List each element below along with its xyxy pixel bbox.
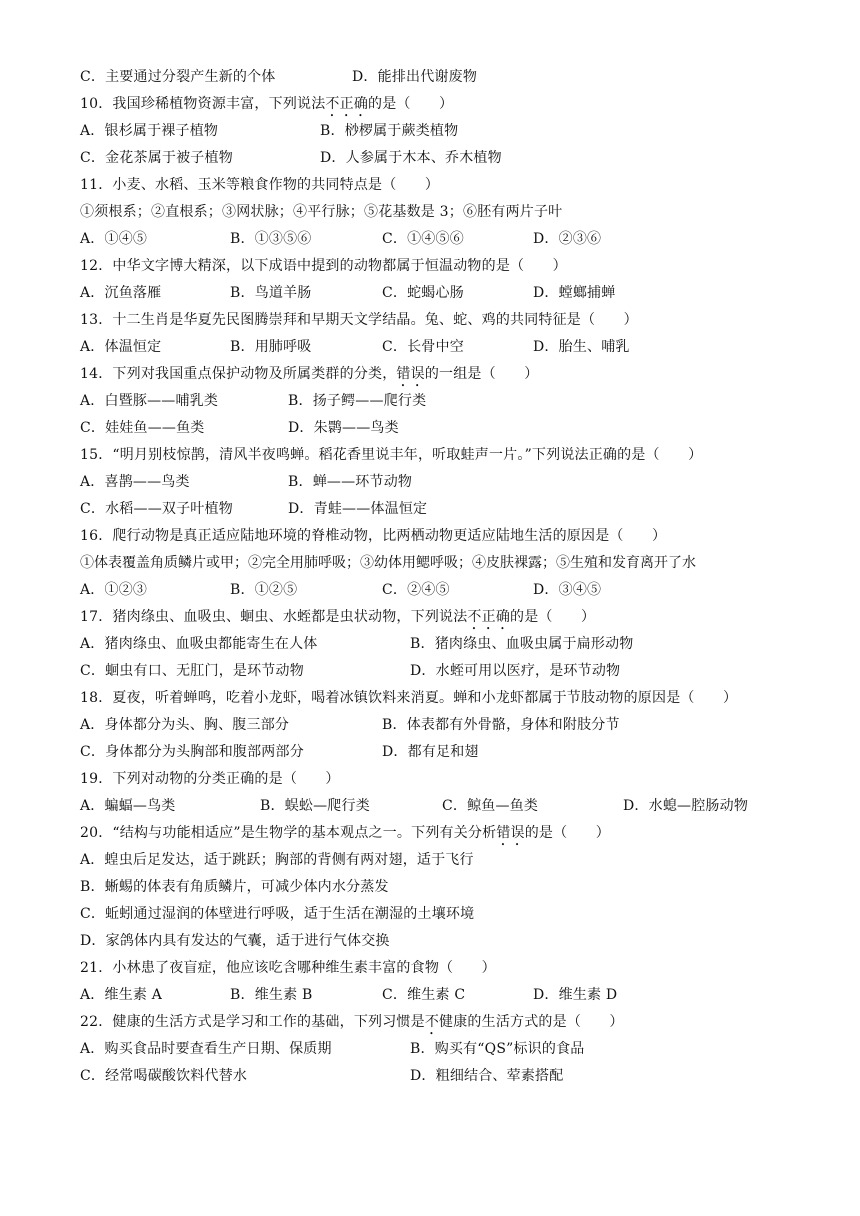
q10-stem: 10．我国珍稀植物资源丰富，下列说法不正确的是（ ） <box>80 96 454 112</box>
emphasis-text: 错误 <box>396 366 425 382</box>
q17-options-cd <box>80 658 820 685</box>
q19-options <box>80 793 820 820</box>
q13-option-b: B．用肺呼吸 <box>230 339 312 355</box>
emphasis-text: 不 <box>424 1014 440 1030</box>
q16-stem: 16．爬行动物是真正适应陆地环境的脊椎动物，比两栖动物更适应陆地生活的原因是（ ） <box>80 528 667 544</box>
q21-option-a: A．维生素 A <box>80 987 163 1003</box>
q21-stem: 21．小林患了夜盲症，他应该吃含哪种维生素丰富的食物（ ） <box>80 960 496 976</box>
q12-stem: 12．中华文字博大精深，以下成语中提到的动物都属于恒温动物的是（ ） <box>80 258 567 274</box>
q20-option-b: B．蜥蜴的体表有角质鳞片，可减少体内水分蒸发 <box>80 879 389 895</box>
q22-stem: 22．健康的生活方式是学习和工作的基础，下列习惯是不健康的生活方式的是（ ） <box>80 1014 624 1030</box>
q14-option-d: D．朱鹮——鸟类 <box>288 420 399 436</box>
q19-option-d: D．水螅—腔肠动物 <box>623 798 749 814</box>
q15-option-b: B．蝉——环节动物 <box>288 474 413 490</box>
q18-option-a: A．身体都分为头、胸、腹三部分 <box>80 717 290 733</box>
q16-option-d: D．③④⑤ <box>533 582 602 598</box>
q20-option-d: D．家鸽体内具有发达的气囊，适于进行气体交换 <box>80 933 390 949</box>
q11-option-b: B．①③⑤⑥ <box>230 231 312 247</box>
q18-option-d: D．都有足和翅 <box>382 744 479 760</box>
q9-option-c: C．主要通过分裂产生新的个体 <box>80 69 276 85</box>
q19-option-c: C．鲸鱼—鱼类 <box>442 798 539 814</box>
q21-options <box>80 982 820 1009</box>
q11-items: ①须根系；②直根系；③网状脉；④平行脉；⑤花基数是 3；⑥胚有两片子叶 <box>80 204 563 220</box>
q19-option-b: B．蜈蚣—爬行类 <box>260 798 370 814</box>
q15-option-a: A．喜鹊——鸟类 <box>80 474 190 490</box>
q12-option-d: D．螳螂捕蝉 <box>533 285 616 301</box>
q17-option-b: B．猪肉绦虫、血吸虫属于扁形动物 <box>410 636 634 652</box>
q14-option-a: A．白暨豚——哺乳类 <box>80 393 219 409</box>
q20-stem: 20．“结构与功能相适应”是生物学的基本观点之一。下列有关分析错误的是（ ） <box>80 825 610 841</box>
q16-option-a: A．①②③ <box>80 582 148 598</box>
q10-option-b: B．桫椤属于蕨类植物 <box>320 123 459 139</box>
emphasis-text: 不正确 <box>325 96 369 112</box>
q17-option-d: D．水蛭可用以医疗，是环节动物 <box>410 663 621 679</box>
q10-options-cd <box>80 145 820 172</box>
emphasis-text: 错误 <box>496 825 525 841</box>
q13-option-c: C．长骨中空 <box>382 339 464 355</box>
q17-stem: 17．猪肉绦虫、血吸虫、蛔虫、水蛭都是虫状动物，下列说法不正确的是（ ） <box>80 609 596 625</box>
q18-stem: 18．夏夜，听着蝉鸣，吃着小龙虾，喝着冰镇饮料来消夏。蝉和小龙虾都属于节肢动物的原因是（ ） <box>80 690 738 706</box>
q13-options <box>80 334 820 361</box>
q15-stem: 15．“明月别枝惊鹊，清风半夜鸣蝉。稻花香里说丰年，听取蛙声一片。”下列说法正确的是（ ） <box>80 447 703 463</box>
q19-option-a: A．蝙蝠—鸟类 <box>80 798 176 814</box>
q21-option-c: C．维生素 C <box>382 987 466 1003</box>
q22-option-c: C．经常喝碳酸饮料代替水 <box>80 1068 248 1084</box>
q22-option-d: D．粗细结合、荤素搭配 <box>410 1068 564 1084</box>
q21-option-d: D．维生素 D <box>533 987 618 1003</box>
q9-options-cd <box>80 64 820 91</box>
q21-option-b: B．维生素 B <box>230 987 313 1003</box>
q11-options <box>80 226 820 253</box>
q20-option-a: A．蝗虫后足发达，适于跳跃；胸部的背侧有两对翅，适于飞行 <box>80 852 474 868</box>
q12-option-a: A．沉鱼落雁 <box>80 285 162 301</box>
q12-options <box>80 280 820 307</box>
q12-option-b: B．鸟道羊肠 <box>230 285 312 301</box>
q22-options-cd <box>80 1063 820 1090</box>
q18-options-cd <box>80 739 820 766</box>
q15-option-d: D．青蛙——体温恒定 <box>288 501 428 517</box>
q17-options-ab <box>80 631 820 658</box>
q14-options-cd <box>80 415 820 442</box>
q12-option-c: C．蛇蝎心肠 <box>382 285 464 301</box>
q14-option-c: C．娃娃鱼——鱼类 <box>80 420 205 436</box>
q11-stem: 11．小麦、水稻、玉米等粮食作物的共同特点是（ ） <box>80 177 440 193</box>
q10-option-d: D．人参属于木本、乔木植物 <box>320 150 502 166</box>
q10-option-a: A．银杉属于裸子植物 <box>80 123 219 139</box>
q14-option-b: B．扬子鳄——爬行类 <box>288 393 427 409</box>
q16-items: ①体表覆盖角质鳞片或甲；②完全用肺呼吸；③幼体用鳃呼吸；④皮肤裸露；⑤生殖和发育离开了水 <box>80 555 696 571</box>
q14-options-ab <box>80 388 820 415</box>
q18-options-ab <box>80 712 820 739</box>
q20-option-c: C．蚯蚓通过湿润的体壁进行呼吸，适于生活在潮湿的土壤环境 <box>80 906 475 922</box>
q11-option-a: A．①④⑤ <box>80 231 148 247</box>
q15-options-ab <box>80 469 820 496</box>
q17-option-c: C．蛔虫有口、无肛门，是环节动物 <box>80 663 304 679</box>
q13-option-d: D．胎生、哺乳 <box>533 339 630 355</box>
q18-option-b: B．体表都有外骨骼，身体和附肢分节 <box>382 717 620 733</box>
q13-stem: 13．十二生肖是华夏先民图腾崇拜和早期天文学结晶。兔、蛇、鸡的共同特征是（ ） <box>80 312 638 328</box>
q19-stem: 19．下列对动物的分类正确的是（ ） <box>80 771 340 787</box>
q9-option-d: D．能排出代谢废物 <box>352 69 478 85</box>
emphasis-text: 不正确 <box>467 609 511 625</box>
q10-option-c: C．金花茶属于被子植物 <box>80 150 233 166</box>
q14-stem: 14．下列对我国重点保护动物及所属类群的分类，错误的一组是（ ） <box>80 366 539 382</box>
q15-option-c: C．水稻——双子叶植物 <box>80 501 233 517</box>
q18-option-c: C．身体都分为头胸部和腹部两部分 <box>80 744 304 760</box>
q11-option-c: C．①④⑤⑥ <box>382 231 464 247</box>
q15-options-cd <box>80 496 820 523</box>
q11-option-d: D．②③⑥ <box>533 231 602 247</box>
q10-options-ab <box>80 118 820 145</box>
q13-option-a: A．体温恒定 <box>80 339 162 355</box>
q16-option-b: B．①②⑤ <box>230 582 298 598</box>
q17-option-a: A．猪肉绦虫、血吸虫都能寄生在人体 <box>80 636 318 652</box>
q16-option-c: C．②④⑤ <box>382 582 450 598</box>
q22-options-ab <box>80 1036 820 1063</box>
q16-options <box>80 577 820 604</box>
q22-option-b: B．购买有“QS”标识的食品 <box>410 1041 585 1057</box>
q22-option-a: A．购买食品时要查看生产日期、保质期 <box>80 1041 332 1057</box>
